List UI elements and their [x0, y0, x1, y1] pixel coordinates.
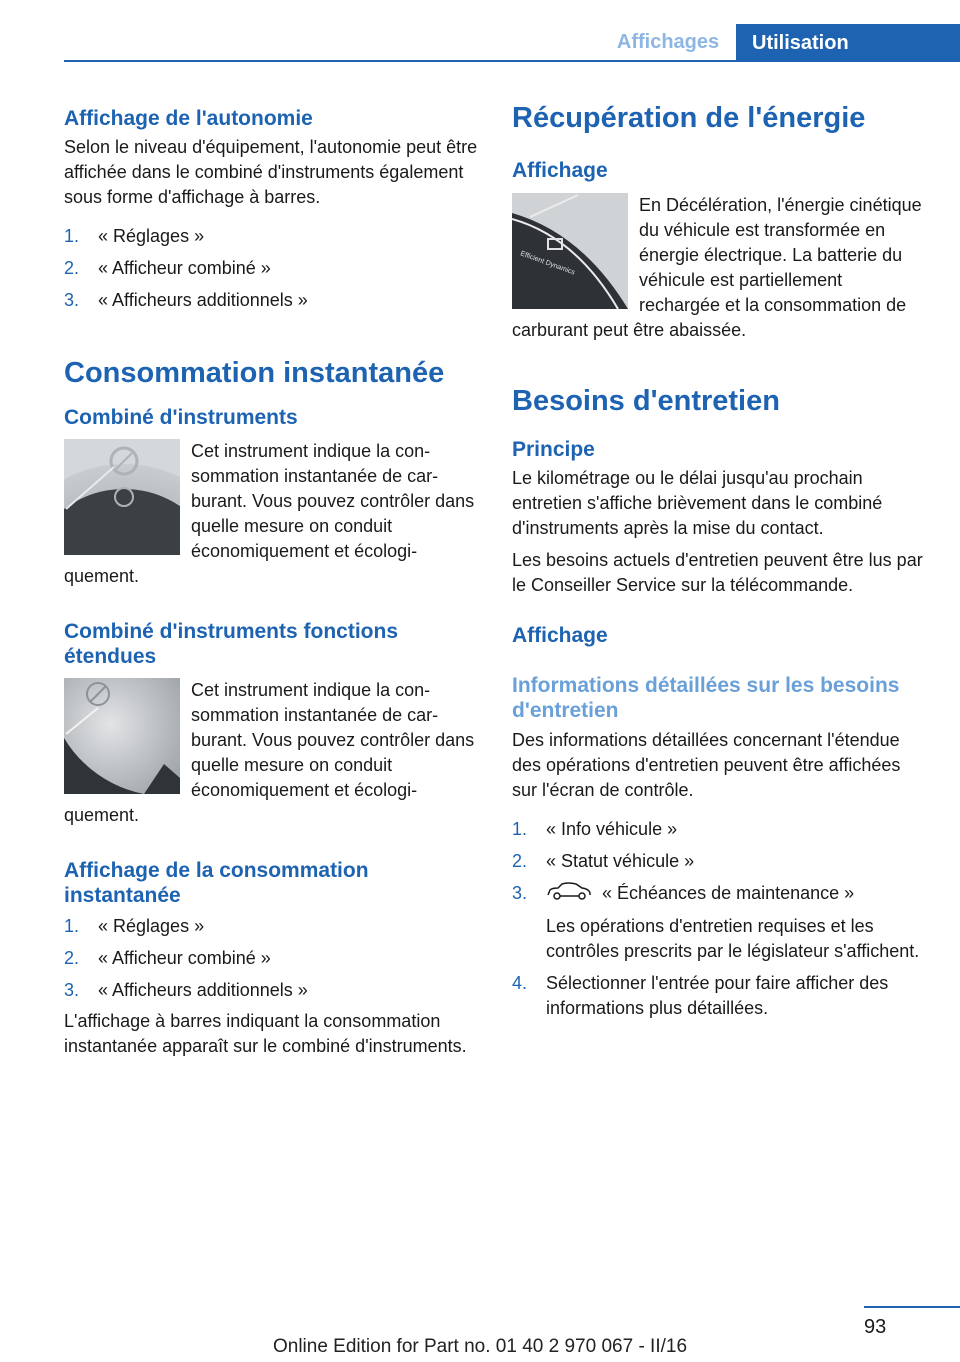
car-icon — [546, 882, 592, 907]
list-item: 3. « Échéances de maintenance » Les opérations d'entretien requises et les contrôles prescrits par le législateur s'affichent. — [512, 881, 928, 964]
subsection-title-informations: Informations détaillées sur les besoins d'entretien — [512, 674, 900, 722]
principe-text-2: Les besoins actuels d'entretien peuvent être lus par le Conseiller Service sur la télécommande. — [512, 550, 923, 595]
section-title-autonomie: Affichage de l'autonomie — [64, 107, 313, 130]
autonomie-text: Selon le niveau d'équipement, l'autonomie peut être affichée dans le combiné d'instruments également sous forme d'affichage à barres. — [64, 137, 478, 207]
list-item-subtext: Les opérations d'entretien requises et les contrôles prescrits par le législateur s'affichent. — [546, 915, 920, 961]
principe-text-1: Le kilométrage ou le délai jusqu'au prochain entretien s'affiche brièvement dans le combiné d'instruments après la mise du contact. — [512, 468, 883, 538]
section-title-consommation: Consommation instantanée — [64, 357, 445, 389]
subsection-title-combine-etendues: Combiné d'instruments fonctions étendues — [64, 620, 399, 668]
affichage-consommation-text: L'affichage à barres indiquant la consommation instantanée apparaît sur le combiné d'instruments. — [64, 1011, 467, 1056]
subsection-title-affichage: Affichage — [512, 159, 608, 182]
subsection-title-affichage-consommation: Affichage de la consommation instantanée — [64, 859, 369, 907]
combine-text: Cet instrument indique la consommation instantanée de carburant. Vous pouvez contrôler dans quelle mesure on conduit économiquement et écologiquement. — [64, 441, 475, 586]
subsection-title-principe: Principe — [512, 438, 595, 461]
section-title-recuperation: Récupération de l'énergie — [512, 102, 866, 134]
affichage-consommation-steps — [64, 914, 478, 1003]
list-item: 2. « Afficheur combiné » — [64, 948, 271, 968]
left-column — [64, 100, 478, 1059]
section-title-besoins: Besoins d'entretien — [512, 385, 780, 417]
gauge-text-efficient-dynamics: Efficient Dynamics — [519, 250, 576, 277]
list-item: 1. « Réglages » — [64, 226, 205, 246]
list-item: 1. « Info véhicule » — [512, 819, 678, 839]
gauge-image-recuperation — [512, 193, 628, 309]
subsection-title-affichage-2: Affichage — [512, 624, 608, 647]
header-tab-affichages: Affichages — [616, 30, 720, 53]
gauge-image-combine-etendues — [64, 678, 180, 794]
page-number: 93 — [864, 1316, 887, 1338]
combine-etendues-text: Cet instrument indique la consommation instantanée de carburant. Vous pouvez contrôler dans quelle mesure on conduit économiquement et écologiquement. — [64, 680, 475, 825]
subsection-title-combine: Combiné d'instruments — [64, 406, 298, 429]
list-item: 2. « Afficheur combiné » — [64, 258, 271, 278]
gauge-image-combine — [64, 439, 180, 555]
list-item: 1. « Réglages » — [64, 916, 205, 936]
informations-text: Des informations détaillées concernant l'étendue des opérations d'entretien peuvent être affichées sur l'écran de contrôle. — [512, 730, 901, 800]
autonomie-steps — [64, 224, 478, 313]
footer-edition: Online Edition for Part no. 01 40 2 970 067 - II/16 — [272, 1336, 688, 1357]
list-item: 4. Sélectionner l'entrée pour faire afficher des informations plus détaillées. — [512, 972, 889, 1018]
informations-steps — [512, 817, 928, 1021]
footer-rule — [864, 1306, 960, 1308]
list-item: 3. « Afficheurs additionnels » — [64, 290, 308, 310]
header-tab-utilisation: Utilisation — [736, 24, 960, 62]
header-rule — [64, 60, 960, 62]
list-item: 3. « Afficheurs additionnels » — [64, 980, 308, 1000]
recuperation-text: En Décélération, l'énergie cinétique du véhicule est transformée en énergie électrique. La batterie du véhicule est partiellement rechargée et la consommation de carburant peut être abaissée. — [512, 195, 922, 340]
list-item: 2. « Statut véhicule » — [512, 851, 695, 871]
right-column — [512, 100, 928, 1021]
